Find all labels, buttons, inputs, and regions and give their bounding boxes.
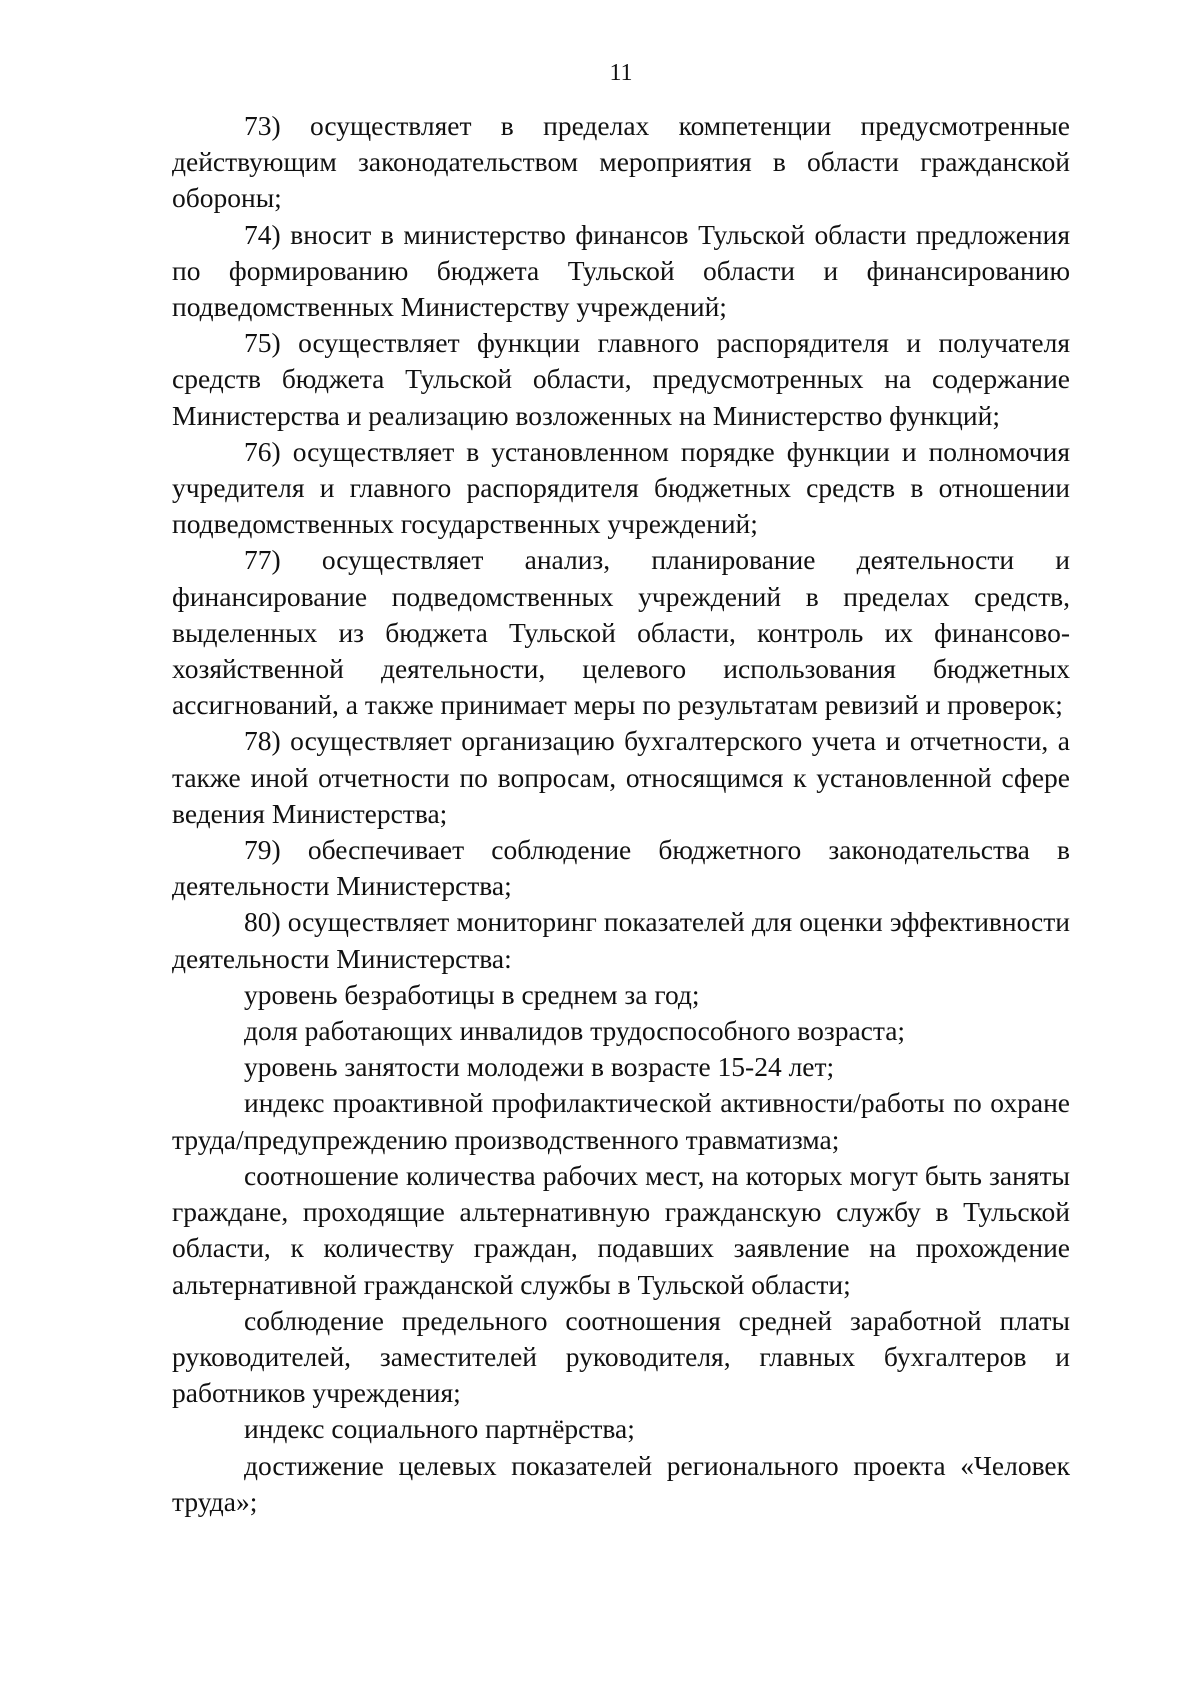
- paragraph-76: 76) осуществляет в установленном порядке функции и полномочия учредителя и главного распорядителя бюджетных средств в отношении подведомственных государственных учреждений;: [172, 435, 1070, 540]
- paragraph-74: 74) вносит в министерство финансов Тульской области предложения по формированию бюджета Тульской области и финансированию подведомственных Министерству учреждений;: [172, 218, 1070, 323]
- indicator-regional-project-targets: достижение целевых показателей регионального проекта «Человек труда»;: [172, 1449, 1070, 1517]
- page-number: 11: [609, 60, 633, 86]
- paragraph-80: 80) осуществляет мониторинг показателей для оценки эффективности деятельности Министерства:: [172, 906, 1070, 974]
- paragraph-73: 73) осуществляет в пределах компетенции предусмотренные действующим законодательством мероприятия в области гражданской обороны;: [172, 110, 1070, 214]
- indicator-salary-ratio-compliance: соблюдение предельного соотношения средней заработной платы руководителей, заместителей руководителя, главных бухгалтеров и работников учреждения;: [172, 1304, 1070, 1409]
- indicator-alternative-service-ratio: соотношение количества рабочих мест, на которых могут быть заняты граждане, проходящие альтернативную гражданскую службу в Тульской области, к количеству граждан, подавших заявление на прохождение альтернативной гражданской службы в Тульской области;: [172, 1159, 1070, 1300]
- indicator-youth-employment: уровень занятости молодежи в возрасте 15-24 лет;: [244, 1051, 835, 1083]
- indicator-disabled-employment-share: доля работающих инвалидов трудоспособного возраста;: [244, 1015, 906, 1047]
- indicator-labor-safety-index: индекс проактивной профилактической активности/работы по охране труда/предупреждению производственного травматизма;: [172, 1087, 1070, 1155]
- document-body: [172, 108, 1070, 1520]
- paragraph-78: 78) осуществляет организацию бухгалтерского учета и отчетности, а также иной отчетности по вопросам, относящимся к установленной сфере ведения Министерства;: [172, 725, 1070, 829]
- paragraph-77: 77) осуществляет анализ, планирование деятельности и финансирование подведомственных учреждений в пределах средств, выделенных из бюджета Тульской области, контроль их финансово-хозяйственной деятельности, целевого использования бюджетных ассигнований, а также принимает меры по результатам ревизий и проверок;: [172, 544, 1070, 721]
- indicator-unemployment-level: уровень безработицы в среднем за год;: [244, 978, 700, 1010]
- indicator-social-partnership-index: индекс социального партнёрства;: [244, 1413, 635, 1445]
- paragraph-79: 79) обеспечивает соблюдение бюджетного законодательства в деятельности Министерства;: [172, 834, 1070, 902]
- paragraph-75: 75) осуществляет функции главного распорядителя и получателя средств бюджета Тульской области, предусмотренных на содержание Министерства и реализацию возложенных на Министерство функций;: [172, 327, 1070, 431]
